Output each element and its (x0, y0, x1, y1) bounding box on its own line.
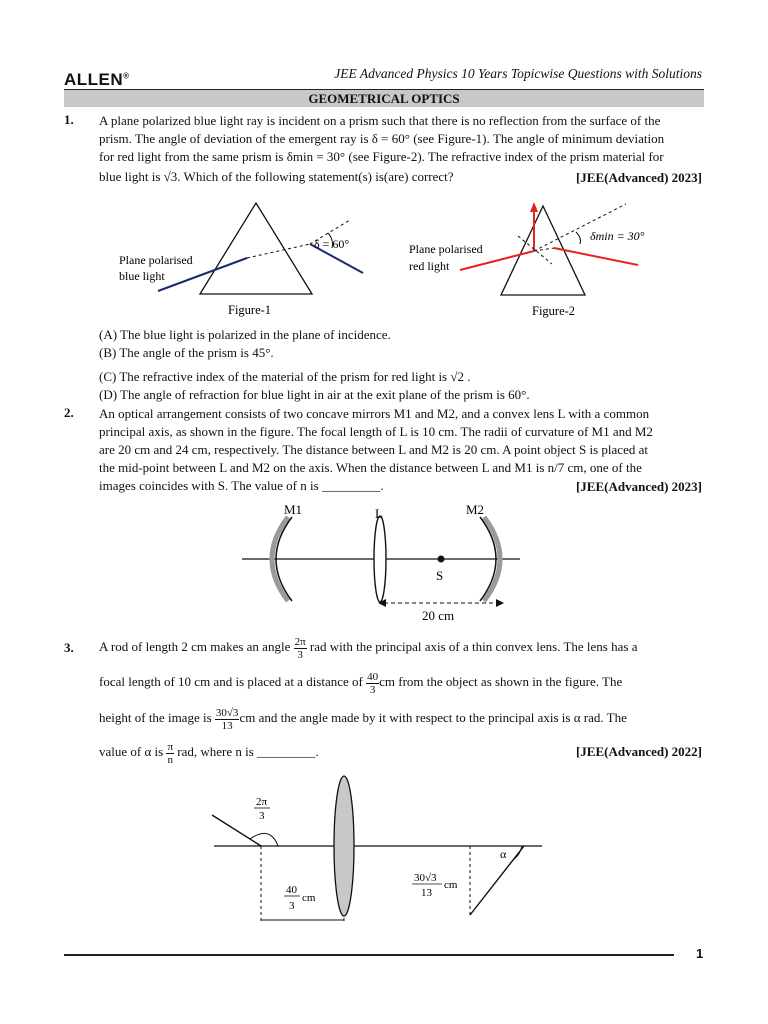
fig1-ray-label-2: blue light (119, 269, 165, 283)
q2-text-line-2: principal axis, as shown in the figure. The focal length of L is 10 cm. The radii of curvature of M1 and M2 (99, 424, 653, 439)
label-m1: M1 (284, 502, 303, 517)
fraction-40-3: $\frac{40}{3}$ (367, 670, 379, 696)
q1-option-c: (C) The refractive index of the material of the prism for red light is √2 . (99, 369, 471, 384)
fig1-caption: Figure-1 (228, 303, 272, 317)
q2-source-tag: [JEE(Advanced) 2023] (575, 479, 702, 494)
q3-text-line-3: height of the image is $\frac{30√3}{13}$ cm and the angle made by it with respect to the principal axis is α rad. The (99, 706, 627, 732)
lens-l (374, 516, 386, 602)
q1-option-d: (D) The angle of refraction for blue light in air at the exit plane of the prism is 60°. (99, 387, 530, 402)
image-rod (470, 846, 524, 915)
fig-dist-num: 40 (286, 884, 297, 896)
fig2-caption: Figure-2 (532, 304, 576, 318)
ray-inside-prism-red (534, 248, 554, 251)
q2-text-line-3: are 20 cm and 24 cm, respectively. The distance between L and M2 is 20 cm. A point object S is placed at (99, 442, 648, 457)
q1-text-line-3: for red light from the same prism is δmin = 30° (see Figure-2). The refractive index of the prism material for (99, 149, 664, 164)
fig-height-den: 13 (421, 887, 432, 899)
question-number-1: 1. (64, 112, 74, 127)
allen-logo: ALLEN® (64, 70, 130, 89)
page-number: 1 (696, 946, 704, 961)
fig2-ray-label-1: Plane polarised (409, 242, 483, 256)
min-deviation-arc (576, 232, 581, 244)
fig1-ray-label-1: Plane polarised (119, 253, 193, 267)
q2-text-line-5: images coincides with S. The value of n is _________. (99, 478, 384, 493)
fraction-image-height: $\frac{30√3}{13}$ (215, 706, 239, 732)
section-title: GEOMETRICAL OPTICS (64, 90, 704, 107)
book-title: JEE Advanced Physics 10 Years Topicwise Questions with Solutions (334, 66, 702, 81)
q3-source-tag: [JEE(Advanced) 2022] (575, 744, 702, 759)
rod-object (212, 815, 261, 846)
figure-q2-mirrors-lens (230, 500, 550, 625)
q3-text-line-4: value of α is $\frac{\pi}{n}$ rad, where n is _________. (99, 740, 319, 766)
q1-option-b: (B) The angle of the prism is 45°. (99, 345, 274, 360)
reflected-arrowhead (530, 202, 538, 212)
fig-alpha: α (500, 847, 507, 861)
label-m2: M2 (466, 502, 485, 517)
footer-rule (64, 954, 674, 956)
fig2-ray-label-2: red light (409, 259, 450, 273)
convex-lens (334, 776, 354, 916)
ray-inside-prism (247, 244, 310, 258)
fig2-angle-label: δmin = 30° (590, 229, 645, 243)
label-distance: 20 cm (422, 608, 455, 623)
question-number-2: 2. (64, 405, 74, 420)
q1-option-a: (A) The blue light is polarized in the plane of incidence. (99, 327, 391, 342)
q3-text-line-1: A rod of length 2 cm makes an angle $\frac{2\pi}{3}$ rad with the principal axis of a thin convex lens. The lens has a (99, 635, 638, 661)
prism-2 (501, 206, 585, 295)
figure-1-prism-blue (110, 196, 380, 326)
q2-text-line-1: An optical arrangement consists of two concave mirrors M1 and M2, and a convex lens L with a common (99, 406, 650, 421)
q1-source-tag: [JEE(Advanced) 2023] (575, 170, 702, 185)
fig-height-unit: cm (444, 879, 458, 891)
fig1-angle-label: δ = 60° (314, 237, 350, 251)
prism-1 (200, 203, 312, 294)
figure-q3-rod-lens (200, 775, 560, 935)
fig-angle-den: 3 (259, 810, 265, 822)
distance-arrow-right (496, 599, 504, 607)
label-l: L (375, 506, 383, 521)
figure-2-prism-red (400, 190, 700, 325)
q1-text-line-4: blue light is √3. Which of the following statement(s) is(are) correct? (99, 169, 454, 184)
point-object-s (438, 556, 445, 563)
q1-text-line-1: A plane polarized blue light ray is incident on a prism such that there is no reflection from the surface of the (99, 113, 661, 128)
question-number-3: 3. (64, 640, 74, 655)
rod-angle-arc (250, 833, 278, 846)
q1-text-line-2: prism. The angle of deviation of the emergent ray is δ = 60° (see Figure-1). The angle of minimum deviation (99, 131, 665, 146)
q3-text-line-2: focal length of 10 cm and is placed at a distance of $\frac{40}{3}$ cm from the object as shown in the figure. The (99, 670, 623, 696)
sqrt3-symbol: √3 (163, 169, 178, 184)
fig-dist-unit: cm (302, 892, 316, 904)
fig-angle-num: 2π (256, 796, 268, 808)
fraction-2pi-3: $\frac{2\pi}{3}$ (294, 635, 306, 661)
label-s: S (436, 568, 444, 583)
fraction-pi-n: $\frac{\pi}{n}$ (167, 740, 174, 766)
q2-text-line-4: the mid-point between L and M2 on the axis. When the distance between L and M1 is n/7 cm, one of the (99, 460, 642, 475)
fig-height-num: 30√3 (414, 872, 437, 884)
fig-dist-den: 3 (289, 900, 295, 912)
